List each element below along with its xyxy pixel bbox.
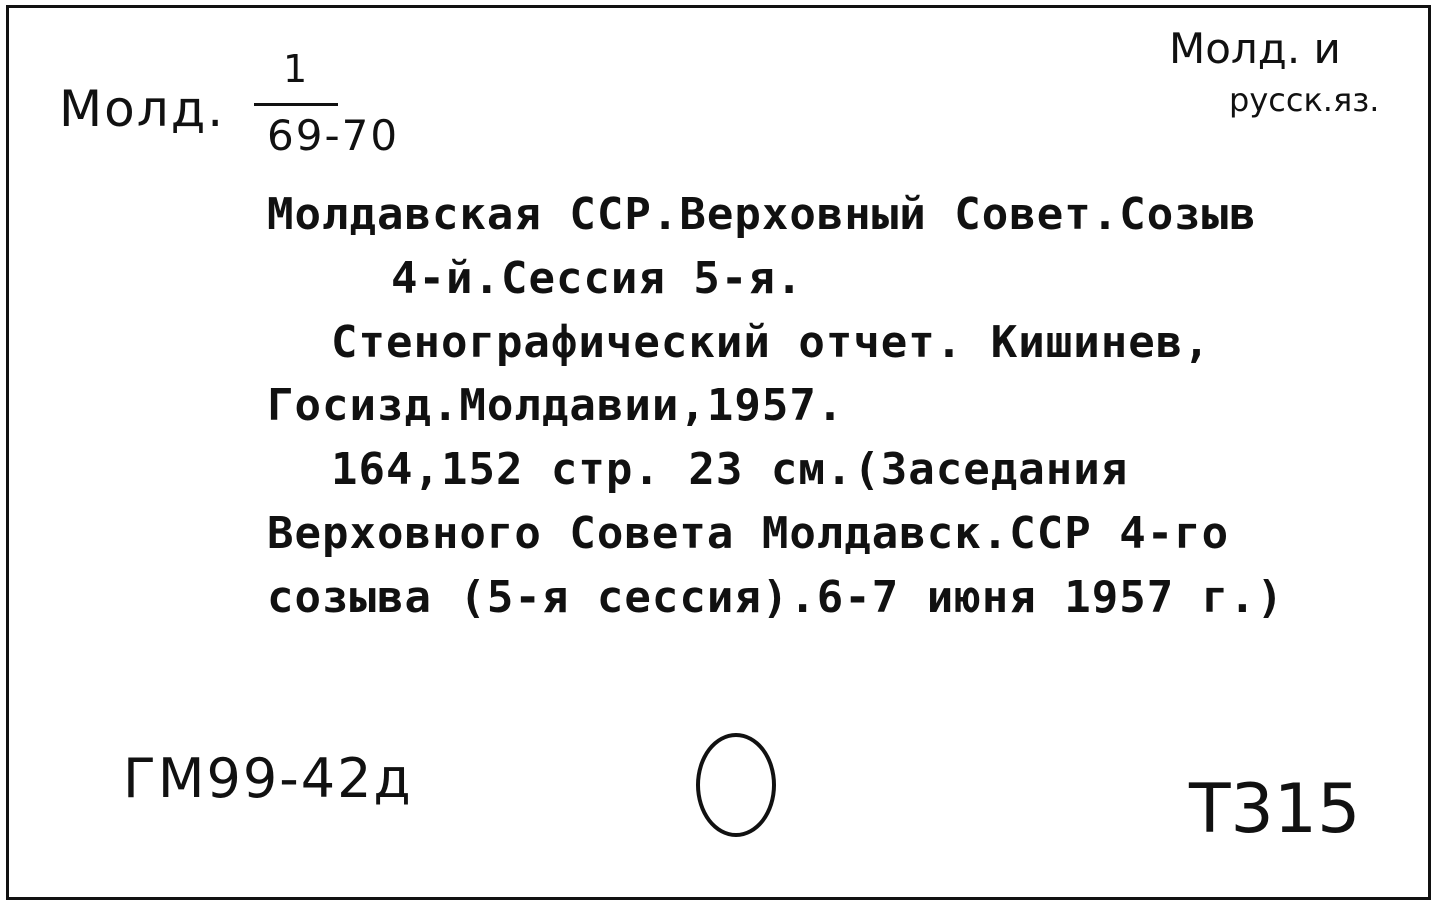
entry-line-2: 4-й.Сессия 5-я.	[391, 253, 804, 304]
language-note-line-1: Молд. и	[1169, 24, 1341, 73]
call-number-denominator: 69-70	[267, 111, 400, 160]
call-number-fraction-bar	[254, 103, 338, 106]
entry-line-6: Верховного Совета Молдавск.ССР 4-го	[267, 508, 1230, 559]
shelf-mark: Т315	[1189, 770, 1361, 849]
call-number-prefix: Молд.	[59, 80, 226, 138]
catalog-card	[6, 5, 1431, 900]
entry-line-1: Молдавская ССР.Верховный Совет.Созыв	[267, 189, 1257, 240]
entry-line-4: Госизд.Молдавии,1957.	[267, 380, 845, 431]
entry-line-7: созыва (5-я сессия).6-7 июня 1957 г.)	[267, 572, 1285, 623]
card-punch-hole	[696, 733, 776, 837]
call-number-numerator: 1	[283, 47, 308, 91]
language-note-line-2: русск.яз.	[1229, 81, 1380, 119]
entry-line-3: Стенографический отчет. Кишинев,	[331, 317, 1211, 368]
accession-number: ГМ99-42д	[123, 747, 413, 810]
entry-line-5: 164,152 стр. 23 см.(Заседания	[331, 444, 1129, 495]
